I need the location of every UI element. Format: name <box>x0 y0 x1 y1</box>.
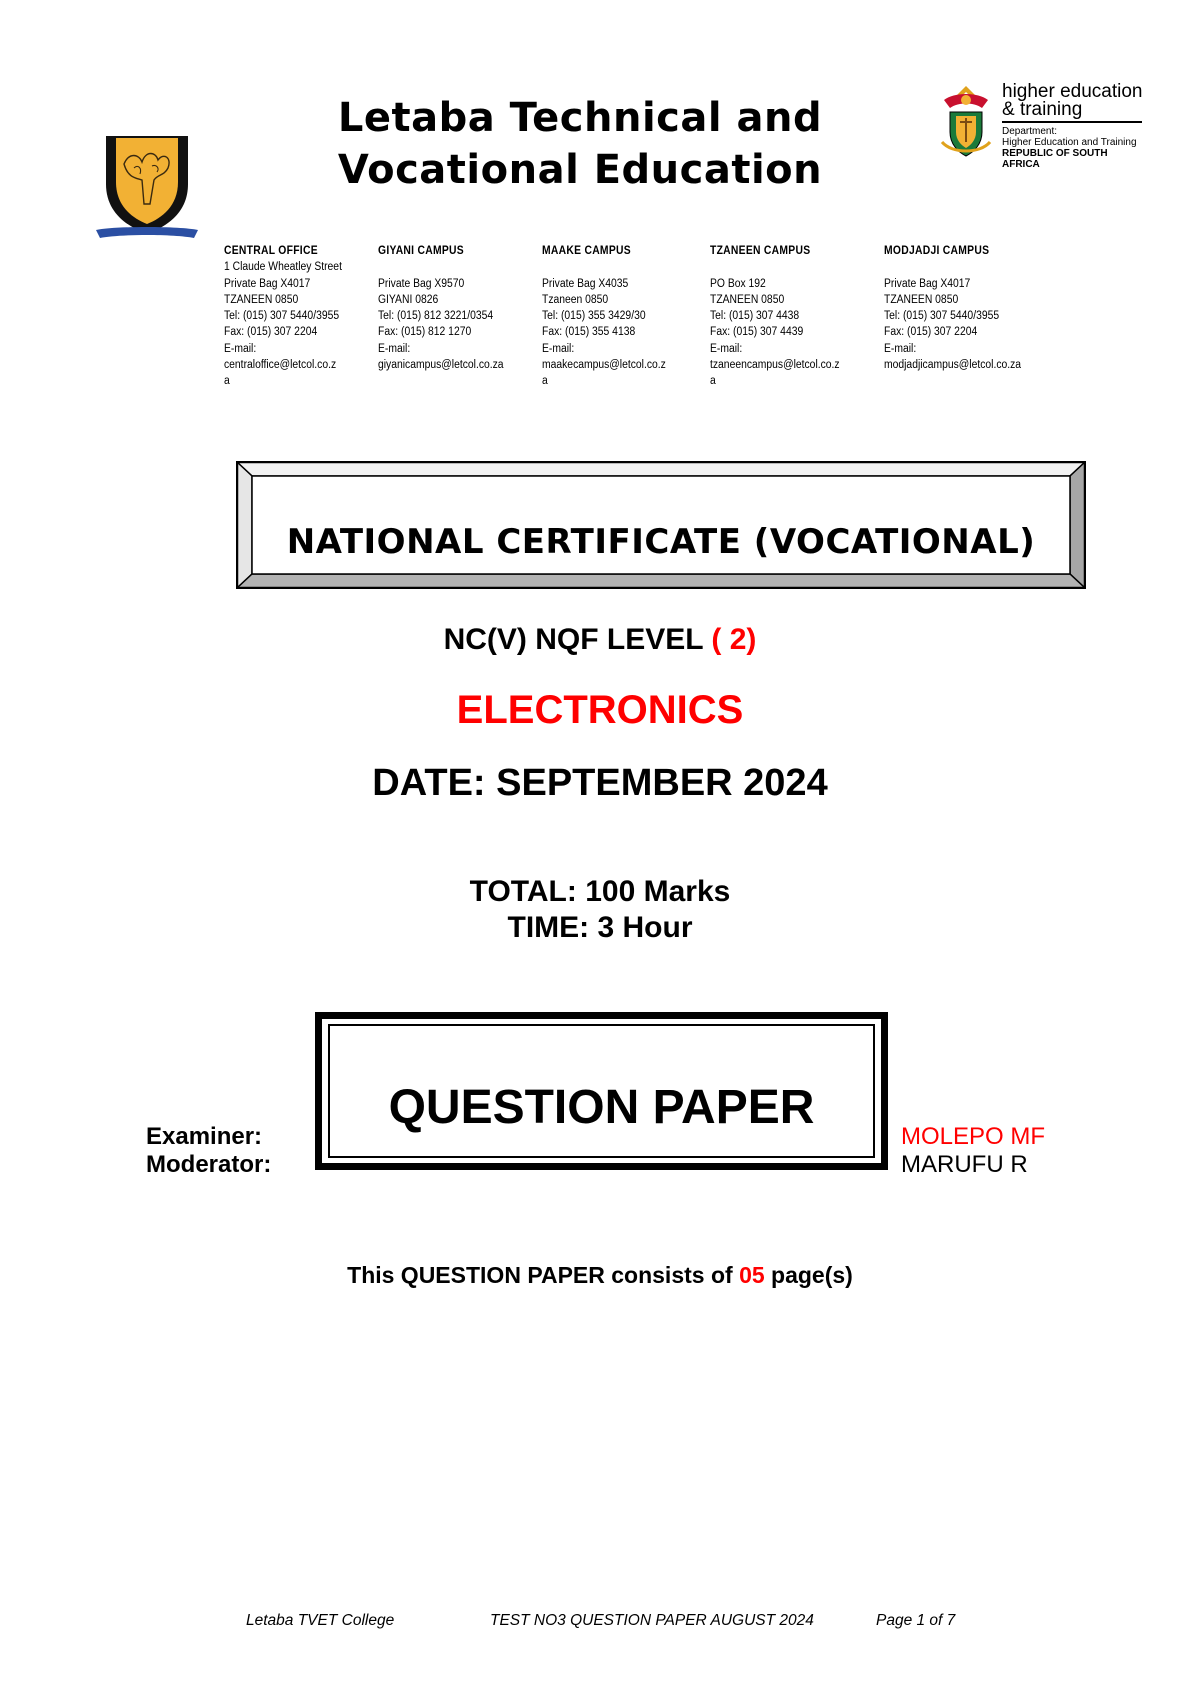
page-count-value: 05 <box>739 1262 765 1288</box>
address-line <box>542 259 666 275</box>
college-title-line1: Letaba Technical and <box>337 95 823 141</box>
address-line: giyanicampus@letcol.co.za <box>378 359 504 372</box>
dhet-line5: REPUBLIC OF SOUTH AFRICA <box>1002 148 1108 170</box>
dhet-line2: & training <box>1002 99 1083 120</box>
examiner-name: MOLEPO MF <box>901 1123 1046 1150</box>
exam-time: TIME: 3 Hour <box>507 911 693 944</box>
address-line: E-mail: <box>710 342 743 355</box>
address-line: modjadjicampus@letcol.co.za <box>884 359 1022 372</box>
address-line: Tel: (015) 307 5440/3955 <box>224 310 340 323</box>
campus-name: MODJADJI CAMPUS <box>884 245 990 257</box>
dhet-divider <box>1002 121 1142 123</box>
campus-central-office <box>224 243 342 390</box>
address-line: Tel: (015) 812 3221/0354 <box>378 310 494 323</box>
address-line <box>884 259 1021 275</box>
college-crest-logo <box>94 134 200 242</box>
campus-giyani <box>378 243 504 373</box>
campus-name: CENTRAL OFFICE <box>224 245 318 257</box>
address-line: a <box>224 375 230 388</box>
address-line: tzaneencampus@letcol.co.z <box>710 359 840 372</box>
nqf-level-prefix: NC(V) NQF LEVEL <box>443 623 704 656</box>
address-line: Fax: (015) 307 4439 <box>710 326 804 339</box>
address-line: E-mail: <box>378 342 411 355</box>
address-line: E-mail: <box>542 342 575 355</box>
address-line: a <box>542 375 548 388</box>
address-line: Private Bag X4017 <box>224 277 311 290</box>
address-line: Fax: (015) 812 1270 <box>378 326 472 339</box>
address-line: centraloffice@letcol.co.z <box>224 359 337 372</box>
campus-modjadji <box>884 243 1021 373</box>
dhet-line3: Department: <box>1002 126 1058 137</box>
footer-test-title: TEST NO3 QUESTION PAPER AUGUST 2024 <box>490 1612 814 1629</box>
address-line: TZANEEN 0850 <box>224 293 299 306</box>
page-count-statement <box>200 1262 1000 1289</box>
nqf-level-value: ( 2) <box>711 623 757 656</box>
address-line: Fax: (015) 307 2204 <box>884 326 978 339</box>
nqf-level <box>200 623 1000 657</box>
address-line: E-mail: <box>884 342 917 355</box>
moderator-label: Moderator: <box>146 1151 272 1178</box>
address-line: TZANEEN 0850 <box>884 293 959 306</box>
address-line: Fax: (015) 307 2204 <box>224 326 318 339</box>
address-line <box>710 259 840 275</box>
coat-of-arms-icon <box>936 82 996 162</box>
college-title <box>300 92 860 196</box>
total-marks: TOTAL: 100 Marks <box>469 875 731 908</box>
address-line <box>378 259 504 275</box>
dhet-line1: higher education <box>1002 81 1143 102</box>
exam-date: DATE: SEPTEMBER 2024 <box>372 762 828 804</box>
footer-college: Letaba TVET College <box>246 1612 395 1629</box>
campus-tzaneen <box>710 243 840 390</box>
address-line: Tel: (015) 307 5440/3955 <box>884 310 1000 323</box>
campus-maake <box>542 243 666 390</box>
subject-title: ELECTRONICS <box>456 688 744 732</box>
address-line: Fax: (015) 355 4138 <box>542 326 636 339</box>
page-count-suffix: page(s) <box>771 1262 853 1288</box>
address-line: PO Box 192 <box>710 277 766 290</box>
address-line: Private Bag X4017 <box>884 277 971 290</box>
address-line: Tel: (015) 307 4438 <box>710 310 800 323</box>
certificate-banner-title: NATIONAL CERTIFICATE (VOCATIONAL) <box>286 522 1036 562</box>
footer-page-number: Page 1 of 7 <box>876 1612 956 1629</box>
address-line: GIYANI 0826 <box>378 293 439 306</box>
address-line: a <box>710 375 716 388</box>
address-line: Private Bag X4035 <box>542 277 629 290</box>
campus-name: TZANEEN CAMPUS <box>710 245 811 257</box>
examiner-label: Examiner: <box>146 1123 263 1150</box>
college-title-line2: Vocational Education <box>337 147 823 193</box>
question-paper-title: QUESTION PAPER <box>388 1081 815 1134</box>
address-line: TZANEEN 0850 <box>710 293 785 306</box>
dhet-line4: Higher Education and Training <box>1002 137 1137 148</box>
address-line: 1 Claude Wheatley Street <box>224 261 342 274</box>
address-line: maakecampus@letcol.co.z <box>542 359 666 372</box>
page-count-prefix: This QUESTION PAPER consists of <box>347 1262 733 1288</box>
address-line: Tzaneen 0850 <box>542 293 609 306</box>
dhet-logo <box>936 81 1146 170</box>
campus-name: MAAKE CAMPUS <box>542 245 631 257</box>
campus-name: GIYANI CAMPUS <box>378 245 464 257</box>
address-line: E-mail: <box>224 342 257 355</box>
address-line: Tel: (015) 355 3429/30 <box>542 310 646 323</box>
address-line: Private Bag X9570 <box>378 277 465 290</box>
moderator-name: MARUFU R <box>901 1151 1028 1178</box>
